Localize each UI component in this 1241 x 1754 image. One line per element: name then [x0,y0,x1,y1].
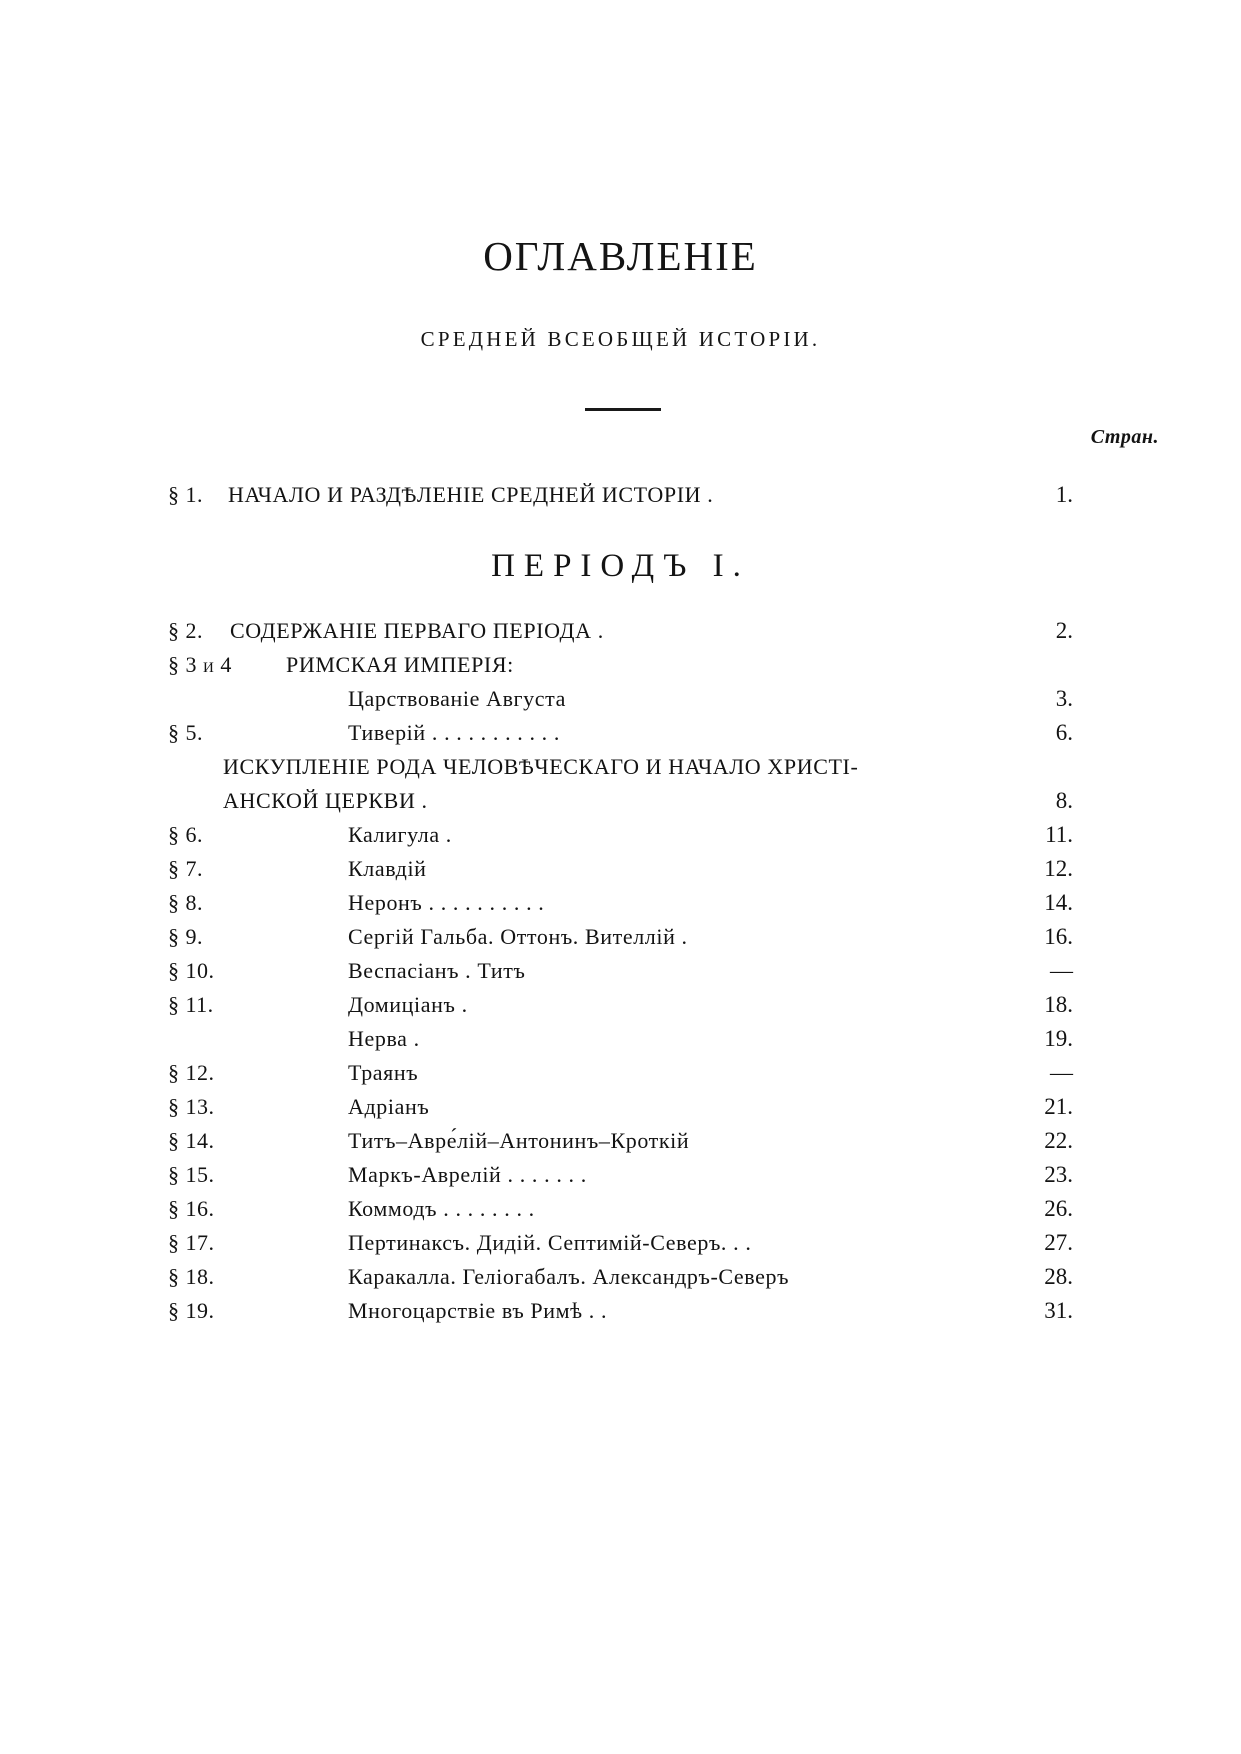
toc-row [168,754,1073,788]
page-subtitle: СРЕДНЕЙ ВСЕОБЩЕЙ ИСТОРІИ. [420,327,821,351]
toc-section-number: § 11. [168,992,214,1017]
toc-entry-page: 31. [1044,1298,1073,1323]
toc-entry-label: Клавдій [348,856,427,881]
toc-entry-label: АНСКОЙ ЦЕРКВИ . [223,788,428,813]
toc-entry-label: Коммодъ . . . . . . . . [348,1196,535,1221]
toc-section-number: § 8. [168,890,203,915]
toc-row [168,788,1073,822]
toc-section-number: § 6. [168,822,203,847]
pages-column-header: Стран. [1090,426,1159,448]
toc-entry-label: Калигула . [348,822,452,847]
toc-entry-page: 28. [1044,1264,1073,1289]
toc-row [168,618,1073,652]
toc-entry-page: 2. [1055,618,1073,643]
toc-row [168,720,1073,754]
toc-row [168,1298,1073,1332]
toc-section-number: § 13. [168,1094,215,1119]
toc-section-number: § 7. [168,856,203,881]
toc-section-number: § 3 и 4 [168,652,232,677]
toc-entry-label: Нерва . [348,1026,420,1051]
toc-entry-page: 14. [1044,890,1073,915]
toc-row [168,652,1073,686]
toc-entry-label: Многоцарствіе въ Римѣ . . [348,1298,608,1323]
toc-entry-label: Каракалла. Геліогабалъ. Александръ-Северъ [348,1264,790,1289]
toc-entry-label: Царствованіе Августа [348,686,566,711]
toc-row [168,992,1073,1026]
toc-section-number: § 10. [168,958,215,983]
toc-section-number: § 14. [168,1128,215,1153]
toc-entry-page: 1. [1055,482,1073,507]
toc-section-number: § 18. [168,1264,215,1289]
toc-entry-page: — [1050,1060,1073,1085]
toc-entry-label: Маркъ-Аврелій . . . . . . . [348,1162,587,1187]
toc-entry-label: Тиверій . . . . . . . . . . . [348,720,560,745]
toc-entry-label: Неронъ . . . . . . . . . . [348,890,545,915]
toc-section-number: § 1. [168,482,203,507]
toc-entry-page: 3. [1055,686,1073,711]
toc-entry-label: ИСКУПЛЕНІЕ РОДА ЧЕЛОВѢЧЕСКАГО И НАЧАЛО ХРИСТІ- [223,754,859,779]
toc-entry-label: Траянъ [348,1060,419,1085]
toc-entry-label: Адріанъ [348,1094,430,1119]
horizontal-rule-divider [585,408,661,411]
toc-entry-label: Домиціанъ . [348,992,468,1017]
toc-row [168,1060,1073,1094]
toc-section-number: § 15. [168,1162,215,1187]
toc-row [168,1264,1073,1298]
toc-entry-label: Веспасіанъ . Титъ [348,958,526,983]
toc-entry-first [168,482,1073,516]
toc-entry-label: НАЧАЛО И РАЗДѢЛЕНІЕ СРЕДНЕЙ ИСТОРІИ . [228,482,714,507]
toc-entry-page: 16. [1044,924,1073,949]
toc-section-number: § 2. [168,618,203,643]
toc-entry-page: 6. [1055,720,1073,745]
toc-row [168,1026,1073,1060]
period-heading: ПЕРІОДЪ I. [491,548,750,584]
toc-section-number: § 16. [168,1196,215,1221]
toc-entry-label: Титъ–Авре́лій–Антонинъ–Кроткій [348,1128,690,1153]
toc-entry-page: 27. [1044,1230,1073,1255]
toc-row [168,958,1073,992]
toc-section-number: § 19. [168,1298,215,1323]
toc-entry-label: Сергій Гальба. Оттонъ. Вителлій . [348,924,688,949]
toc-entry-label: СОДЕРЖАНІЕ ПЕРВАГО ПЕРІОДА . [230,618,604,643]
toc-entry-page: 23. [1044,1162,1073,1187]
toc-entry-page: 19. [1044,1026,1073,1051]
toc-entry-label: Пертинаксъ. Дидій. Септимій-Северъ. . . [348,1230,752,1255]
toc-entry-page: 18. [1044,992,1073,1017]
toc-entry-label: РИМСКАЯ ИМПЕРІЯ: [286,652,514,677]
toc-section-number: § 9. [168,924,203,949]
toc-section-number: § 5. [168,720,203,745]
toc-row [168,1128,1073,1162]
toc-entry-page: 12. [1044,856,1073,881]
toc-row [168,686,1073,720]
toc-list [168,618,1073,1332]
toc-entry-page: 11. [1045,822,1073,847]
toc-row [168,856,1073,890]
toc-section-number: § 12. [168,1060,215,1085]
toc-row [168,1094,1073,1128]
toc-row [168,822,1073,856]
page-title: ОГЛАВЛЕНІЕ [483,233,758,279]
toc-entry-page: 21. [1044,1094,1073,1119]
toc-entry-page: 8. [1055,788,1073,813]
toc-row [168,1162,1073,1196]
toc-row [168,1230,1073,1264]
toc-row [168,890,1073,924]
toc-entry-page: 22. [1044,1128,1073,1153]
toc-entry-page: — [1050,958,1073,983]
toc-row [168,924,1073,958]
toc-entry-page: 26. [1044,1196,1073,1221]
toc-row [168,1196,1073,1230]
toc-section-number: § 17. [168,1230,215,1255]
